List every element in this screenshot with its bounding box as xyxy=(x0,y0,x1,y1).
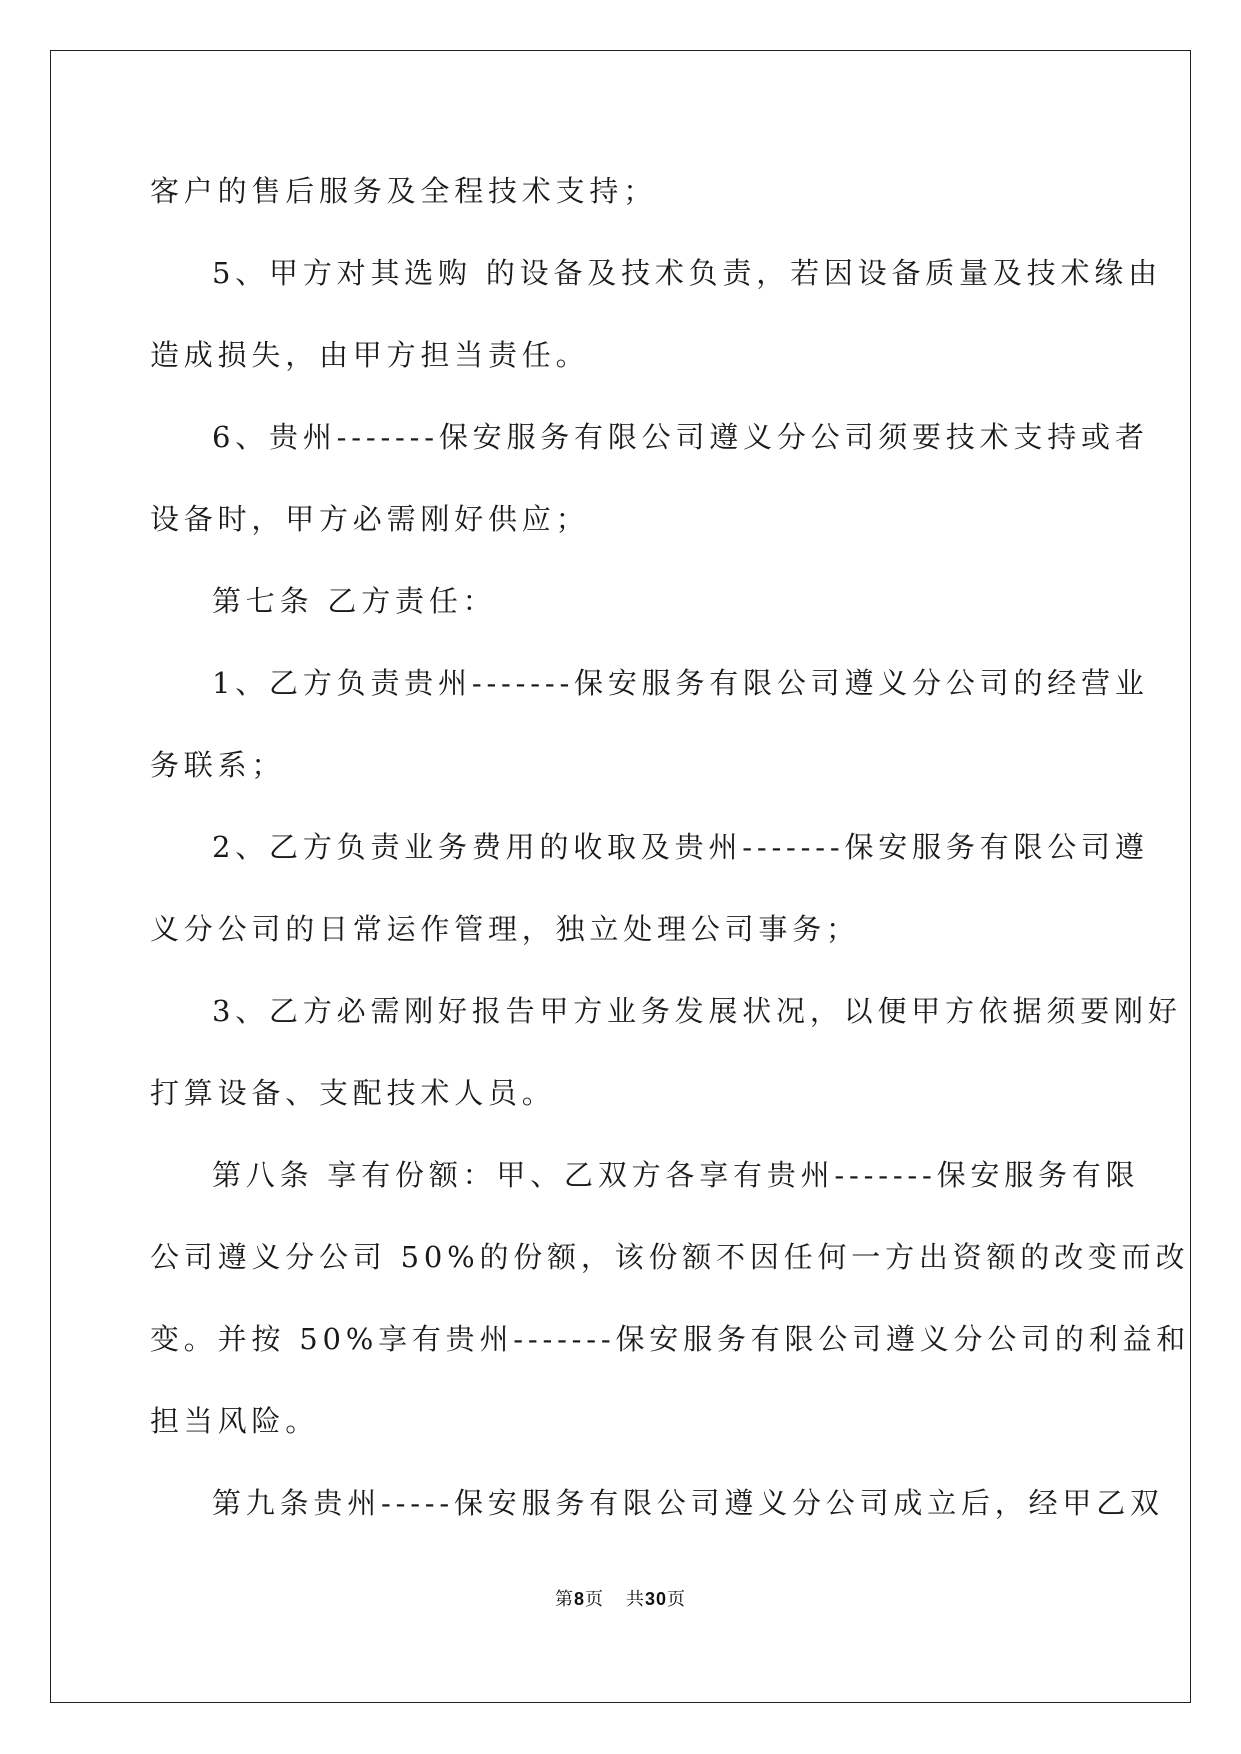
text-line: 5、甲方对其选购 的设备及技术负责，若因设备质量及技术缘由 xyxy=(212,256,1162,290)
page-number: 8 xyxy=(573,1589,585,1609)
page-prefix: 第 xyxy=(554,1589,574,1610)
total-prefix: 共 xyxy=(625,1589,645,1610)
text-line: 变。并按 50%享有贵州-------保安服务有限公司遵义分公司的利益和 xyxy=(150,1322,1191,1356)
page-footer xyxy=(0,1585,1241,1611)
total-suffix: 页 xyxy=(667,1589,687,1610)
text-line: 3、乙方必需刚好报告甲方业务发展状况，以便甲方依据须要刚好 xyxy=(212,994,1182,1028)
text-line: 客户的售后服务及全程技术支持； xyxy=(150,174,658,208)
article-heading: 第七条 乙方责任： xyxy=(212,584,497,618)
text-line: 6、贵州-------保安服务有限公司遵义分公司须要技术支持或者 xyxy=(212,420,1149,454)
text-line: 务联系； xyxy=(150,748,286,782)
text-line: 第九条贵州-----保安服务有限公司遵义分公司成立后，经甲乙双 xyxy=(212,1486,1164,1520)
text-line: 设备时，甲方必需刚好供应； xyxy=(150,502,590,536)
text-line: 义分公司的日常运作管理，独立处理公司事务； xyxy=(150,912,860,946)
text-line: 1、乙方负责贵州-------保安服务有限公司遵义分公司的经营业 xyxy=(212,666,1149,700)
text-line: 公司遵义分公司 50%的份额，该份额不因任何一方出资额的改变而改 xyxy=(150,1240,1190,1274)
text-line: 第八条 享有份额：甲、乙双方各享有贵州-------保安服务有限 xyxy=(212,1158,1140,1192)
text-line: 担当风险。 xyxy=(150,1404,320,1438)
text-line: 2、乙方负责业务费用的收取及贵州-------保安服务有限公司遵 xyxy=(212,830,1149,864)
page-suffix: 页 xyxy=(584,1589,604,1610)
text-line: 打算设备、支配技术人员。 xyxy=(150,1076,556,1110)
total-pages: 30 xyxy=(644,1589,668,1609)
text-line: 造成损失，由甲方担当责任。 xyxy=(150,338,590,372)
document-body xyxy=(150,150,1191,1544)
